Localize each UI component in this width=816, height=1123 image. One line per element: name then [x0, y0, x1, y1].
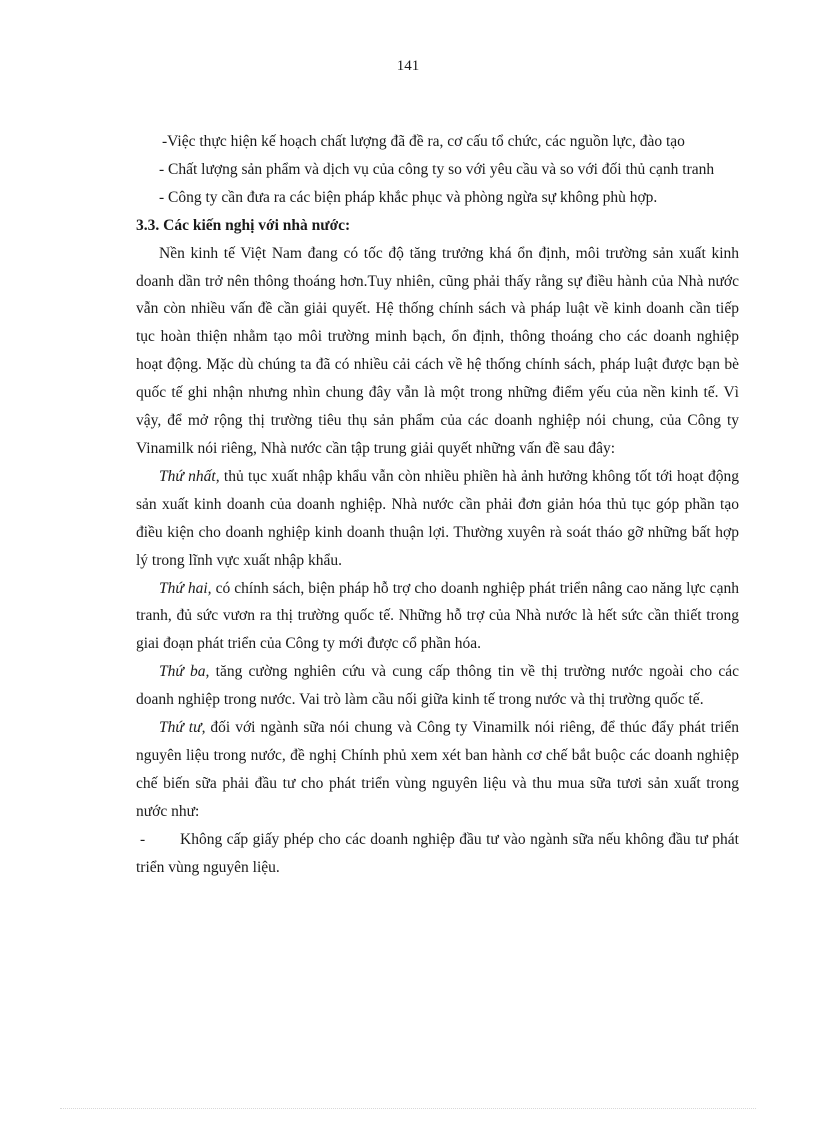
section-intro-paragraph: Nền kinh tế Việt Nam đang có tốc độ tăng trưởng khá ổn định, môi trường sản xuất kinh doanh dần trở nên thông thoáng hơn.Tuy nhiên, cũng phải thấy rằng sự điều hành của Nhà nước vẫn còn nhiều vấn đề cần giải quyết. Hệ thống chính sách và pháp luật về kinh doanh cần tiếp tục hoàn thiện nhằm tạo môi trường minh bạch, ổn định, thông thoáng cho các doanh nghiệp hoạt động. Mặc dù chúng ta đã có nhiều cải cách về hệ thống chính sách, pháp luật được bạn bè quốc tế ghi nhận nhưng nhìn chung đây vẫn là một trong những điểm yếu của nền kinh tế. Vì vậy, để mở rộng thị trường tiêu thụ sản phẩm của các doanh nghiệp nói chung, của Công ty Vinamilk nói riêng, Nhà nước cần tập trung giải quyết những vấn đề sau đây:: [136, 244, 739, 457]
point-4-text: đối với ngành sữa nói chung và Công ty Vinamilk nói riêng, để thúc đẩy phát triển nguyên liệu trong nước, đề nghị Chính phủ xem xét ban hành cơ chế bắt buộc các doanh nghiệp chế biến sữa phải đầu tư cho phát triển vùng nguyên liệu và thu mua sữa tươi sản xuất trong nước như:: [136, 719, 739, 820]
point-1-text: thủ tục xuất nhập khẩu vẫn còn nhiều phiền hà ảnh hưởng không tốt tới hoạt động sản xuất kinh doanh của doanh nghiệp. Nhà nước cần phải đơn giản hóa thủ tục góp phần tạo điều kiện cho doanh nghiệp kinh doanh thuận lợi. Thường xuyên rà soát tháo gỡ những bất hợp lý trong lĩnh vực xuất nhập khẩu.: [136, 467, 739, 569]
intro-item-2: - Chất lượng sản phẩm và dịch vụ của công ty so với yêu cầu và so với đối thủ cạnh tranh: [159, 160, 715, 178]
body-text: [136, 128, 739, 881]
point-1: [136, 463, 739, 575]
point-1-lead: Thứ nhất,: [159, 467, 220, 485]
point-3: [136, 658, 739, 714]
footer-divider: [60, 1108, 756, 1109]
dash-text: Không cấp giấy phép cho các doanh nghiệp đầu tư vào ngành sữa nếu không đầu tư phát triển vùng nguyên liệu.: [136, 830, 739, 876]
point-2-lead: Thứ hai,: [159, 579, 212, 597]
point-3-lead: Thứ ba,: [159, 663, 210, 681]
intro-item-1: -Việc thực hiện kế hoạch chất lượng đã đề ra, cơ cấu tổ chức, các nguồn lực, đào tạo: [162, 133, 685, 150]
page-number: 141: [396, 58, 420, 74]
point-3-text: tăng cường nghiên cứu và cung cấp thông tin về thị trường nước ngoài cho các doanh nghiệp trong nước. Vai trò làm cầu nối giữa kinh tế trong nước và thị trường quốc tế.: [136, 663, 739, 709]
dash-mark: -: [140, 830, 146, 848]
point-4-lead: Thứ tư,: [159, 719, 206, 737]
point-2: [136, 575, 739, 659]
point-4: [136, 714, 739, 826]
section-heading: 3.3. Các kiến nghị với nhà nước:: [136, 216, 351, 234]
dash-list-item: [136, 826, 739, 882]
intro-item-3: - Công ty cần đưa ra các biện pháp khắc phục và phòng ngừa sự không phù hợp.: [159, 188, 658, 206]
point-2-text: có chính sách, biện pháp hỗ trợ cho doanh nghiệp phát triển nâng cao năng lực cạnh tranh, đủ sức vươn ra thị trường quốc tế. Những hỗ trợ của Nhà nước là hết sức cần thiết trong giai đoạn phát triển của Công ty mới được cổ phần hóa.: [136, 579, 739, 653]
